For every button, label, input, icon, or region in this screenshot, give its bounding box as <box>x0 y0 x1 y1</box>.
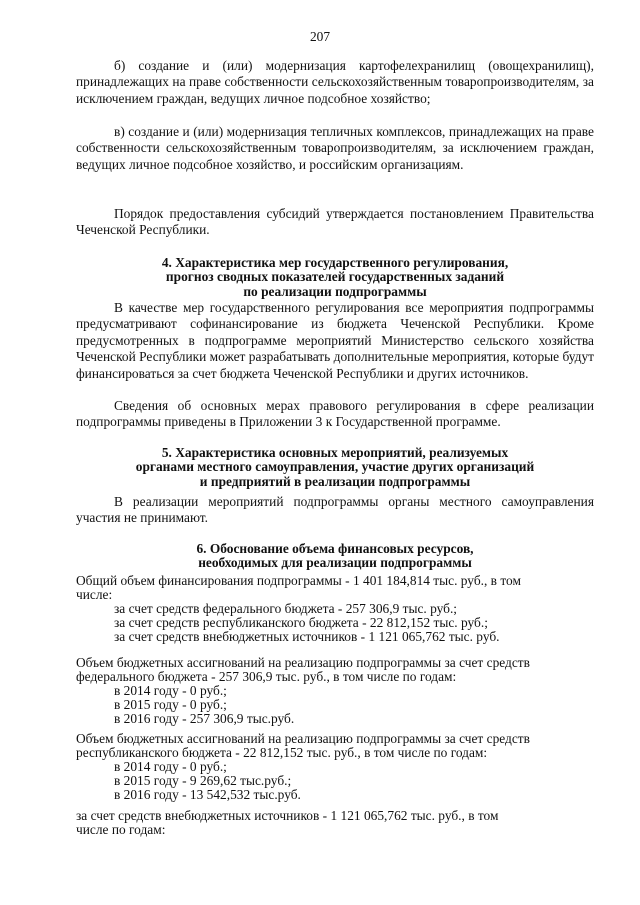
list-item: в 2016 году - 257 306,9 тыс.руб. <box>114 711 295 726</box>
section-5-heading-line: и предприятий в реализации подпрограммы <box>199 473 471 489</box>
text-line: числе по годам: <box>76 822 166 837</box>
list-item: в 2015 году - 0 руб.; <box>114 697 227 712</box>
section-6-heading-line: необходимых для реализации подпрограммы <box>198 555 472 571</box>
text-line: за счет средств внебюджетных источников - 1 121 065,762 тыс. руб., в том <box>76 808 499 823</box>
text-line: Общий объем финансирования подпрограммы - 1 401 184,814 тыс. руб., в том <box>76 573 521 588</box>
section-6-heading-line: 6. Обоснование объема финансовых ресурсов, <box>196 541 474 556</box>
page-number: 207 <box>309 29 331 44</box>
section-4-paragraph-2: Сведения об основных мерах правового регулирования в сфере реализации подпрограммы приведены в Приложении 3 к Государственной программе. <box>76 398 594 430</box>
federal-budget-block <box>76 656 594 726</box>
section-5-paragraph: В реализации мероприятий подпрограммы органы местного самоуправления участия не принимают. <box>76 494 594 526</box>
text-line: числе: <box>76 587 113 602</box>
section-5-heading-line: 5. Характеристика основных мероприятий, реализуемых <box>161 445 509 460</box>
list-item: в 2016 году - 13 542,532 тыс.руб. <box>114 787 301 802</box>
section-4-heading <box>76 256 594 299</box>
list-item: за счет средств федерального бюджета - 257 306,9 тыс. руб.; <box>114 601 458 616</box>
order-paragraph: Порядок предоставления субсидий утверждается постановлением Правительства Чеченской Республики. <box>76 206 594 238</box>
section-4-paragraph-1: В качестве мер государственного регулирования все мероприятия подпрограммы предусматривают софинансирование из бюджета Чеченской Республики. Кроме предусмотренных в подпрограмме мероприятий Министерство сельского хозяйства Чеченской Республики может разрабатывать дополнительные мероприятия, которые будут финансироваться за счет бюджета Чеченской Республики и других источников. <box>76 300 594 381</box>
section-5-heading <box>76 446 594 489</box>
extrabudgetary-block <box>76 809 594 837</box>
section-4-heading-line: по реализации подпрограммы <box>243 283 427 299</box>
regional-budget-block <box>76 732 594 802</box>
list-item: за счет средств республиканского бюджета - 22 812,152 тыс. руб.; <box>114 615 488 630</box>
total-financing-block <box>76 574 594 644</box>
text-line: республиканского бюджета - 22 812,152 тыс. руб., в том числе по годам: <box>76 745 488 760</box>
text-line: федерального бюджета - 257 306,9 тыс. руб., в том числе по годам: <box>76 669 457 684</box>
list-item: в 2014 году - 0 руб.; <box>114 683 227 698</box>
text-line: Объем бюджетных ассигнований на реализацию подпрограммы за счет средств <box>76 655 530 670</box>
list-item: за счет средств внебюджетных источников - 1 121 065,762 тыс. руб. <box>114 629 500 644</box>
list-item: в 2014 году - 0 руб.; <box>114 759 227 774</box>
section-4-heading-line: 4. Характеристика мер государственного регулирования, <box>161 255 509 270</box>
item-v-paragraph: в) создание и (или) модернизация тепличных комплексов, принадлежащих на праве собственности сельскохозяйственным товаропроизводителям, за исключением граждан, ведущих личное подсобное хозяйство, и российским организациям. <box>76 124 594 172</box>
section-4-heading-line: прогноз сводных показателей государственных заданий <box>165 269 505 285</box>
list-item: в 2015 году - 9 269,62 тыс.руб.; <box>114 773 292 788</box>
item-b-paragraph: б) создание и (или) модернизация картофелехранилищ (овощехранилищ), принадлежащих на праве собственности сельскохозяйственным товаропроизводителям, за исключением граждан, ведущих личное подсобное хозяйство; <box>76 58 594 106</box>
section-5-heading-line: органами местного самоуправления, участие других организаций <box>135 459 535 475</box>
section-6-heading <box>76 542 594 571</box>
text-line: Объем бюджетных ассигнований на реализацию подпрограммы за счет средств <box>76 731 530 746</box>
